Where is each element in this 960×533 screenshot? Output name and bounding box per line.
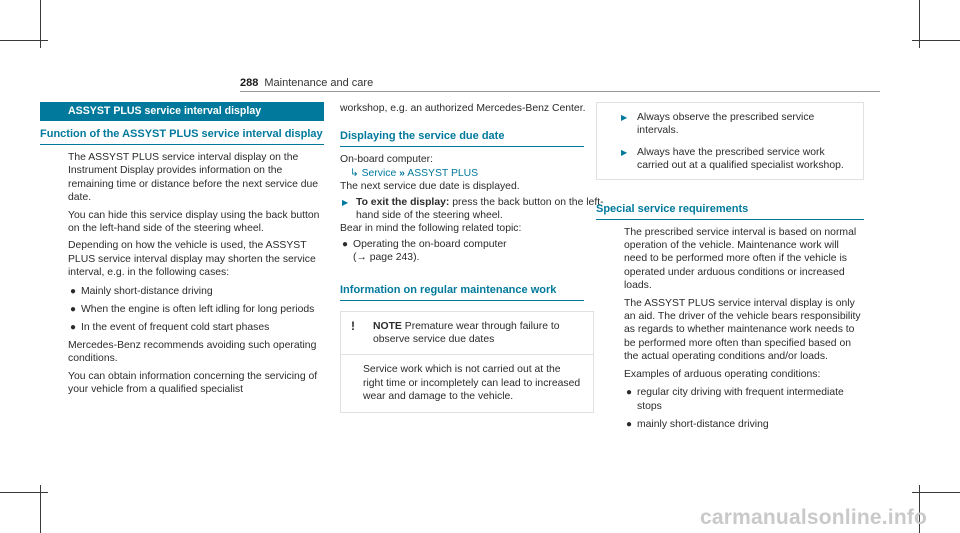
list-item: ● mainly short-distance driving [626,418,769,430]
page-header [240,73,373,91]
list-item: ● Mainly short-distance driving [70,285,213,297]
paragraph: The next service due date is displayed. [340,181,520,193]
section-heading: Displaying the service due date [340,130,505,143]
section-banner: ASSYST PLUS service interval display [40,102,324,121]
menu-path-service: Service [361,167,397,179]
paragraph: Mercedes-Benz recommends avoiding such operating conditions. [68,339,317,365]
page-number: 288 [240,77,259,89]
paragraph: Depending on how the vehicle is used, the ASSYST PLUS service interval display may shorten the service interval, e.g. in the following cases: [68,240,316,279]
bullet-icon: ● [70,304,77,316]
heading-rule [340,146,584,147]
tip-item: ▶ Always observe the prescribed service intervals. [609,111,853,138]
triangle-right-icon: ▶ [621,147,628,157]
note-title: Premature wear through failure to observe service due dates [373,320,560,346]
tip-box [596,102,864,180]
bullet-icon: ● [342,238,349,250]
paragraph: Examples of arduous operating conditions: [624,368,821,380]
section-heading: Function of the ASSYST PLUS service interval display [40,128,323,140]
heading-rule [40,144,324,145]
list-item: ● Operating the on-board computer (→ page 243). [342,238,507,264]
paragraph: The prescribed service interval is based on normal operation of the vehicle. Maintenance work will need to be performed more often if the vehicle is operated under arduous conditions or increased loads. [624,226,857,292]
note-body: Service work which is not carried out at the right time or incompletely can lead to increased wear and damage to the vehicle. [363,364,581,403]
note-box [340,311,594,413]
section-heading: Special service requirements [596,202,749,215]
crop-mark [912,492,960,493]
bullet-icon: ● [626,418,633,430]
exclamation-icon: ! [351,318,355,333]
instruction-label: To exit the display: [356,196,450,208]
onboard-label: On-board computer: [340,154,433,166]
paragraph: Bear in mind the following related topic: [340,223,522,235]
note-label: NOTE [373,320,402,332]
header-rule [240,91,880,92]
bullet-icon: ● [626,387,633,399]
bullet-icon: ● [70,322,77,334]
double-chevron-icon: » [399,167,405,179]
paragraph: workshop, e.g. an authorized Mercedes-Benz Center. [340,103,586,114]
page-reference: (→ page 243). [353,252,420,264]
watermark: carmanualsonline.info [700,506,928,529]
paragraph: You can hide this service display using the back button on the left-hand side of the steering wheel. [68,209,320,235]
heading-rule [596,219,864,220]
crop-mark [0,40,48,41]
instruction-item: ▶ To exit the display: press the back button on the left-hand side of the steering wheel. [342,196,604,222]
section-title: Maintenance and care [264,77,374,89]
column-3 [596,102,880,431]
menu-path [340,167,624,180]
menu-path-assyst: ASSYST PLUS [407,167,479,179]
paragraph: The ASSYST PLUS service interval display is only an aid. The driver of the vehicle bears responsibility as regards to whether maintenance work needs to be performed more often than specified based on the actual operating conditions and/or loads. [624,297,861,363]
triangle-right-icon: ▶ [621,113,628,122]
crop-mark [0,492,48,493]
return-arrow-icon: ↳ [350,167,359,179]
list-item: ● regular city driving with frequent intermediate stops [626,387,844,412]
paragraph: You can obtain information concerning the servicing of your vehicle from a qualified specialist [68,370,318,396]
list-item: ● When the engine is often left idling for long periods [70,304,315,316]
bullet-icon: ● [70,285,77,297]
section-heading: Information on regular maintenance work [340,283,557,296]
column-1 [40,102,324,397]
list-item: ● In the event of frequent cold start phases [70,322,270,334]
heading-rule [340,300,584,301]
triangle-right-icon: ▶ [342,197,349,207]
paragraph: The ASSYST PLUS service interval display on the Instrument Display provides information on the remaining time or distance before the next service due date. [68,152,319,204]
column-2 [340,102,624,413]
tip-item: ▶ Always have the prescribed service work carried out at a qualified specialist workshop. [609,146,853,173]
crop-mark [912,40,960,41]
